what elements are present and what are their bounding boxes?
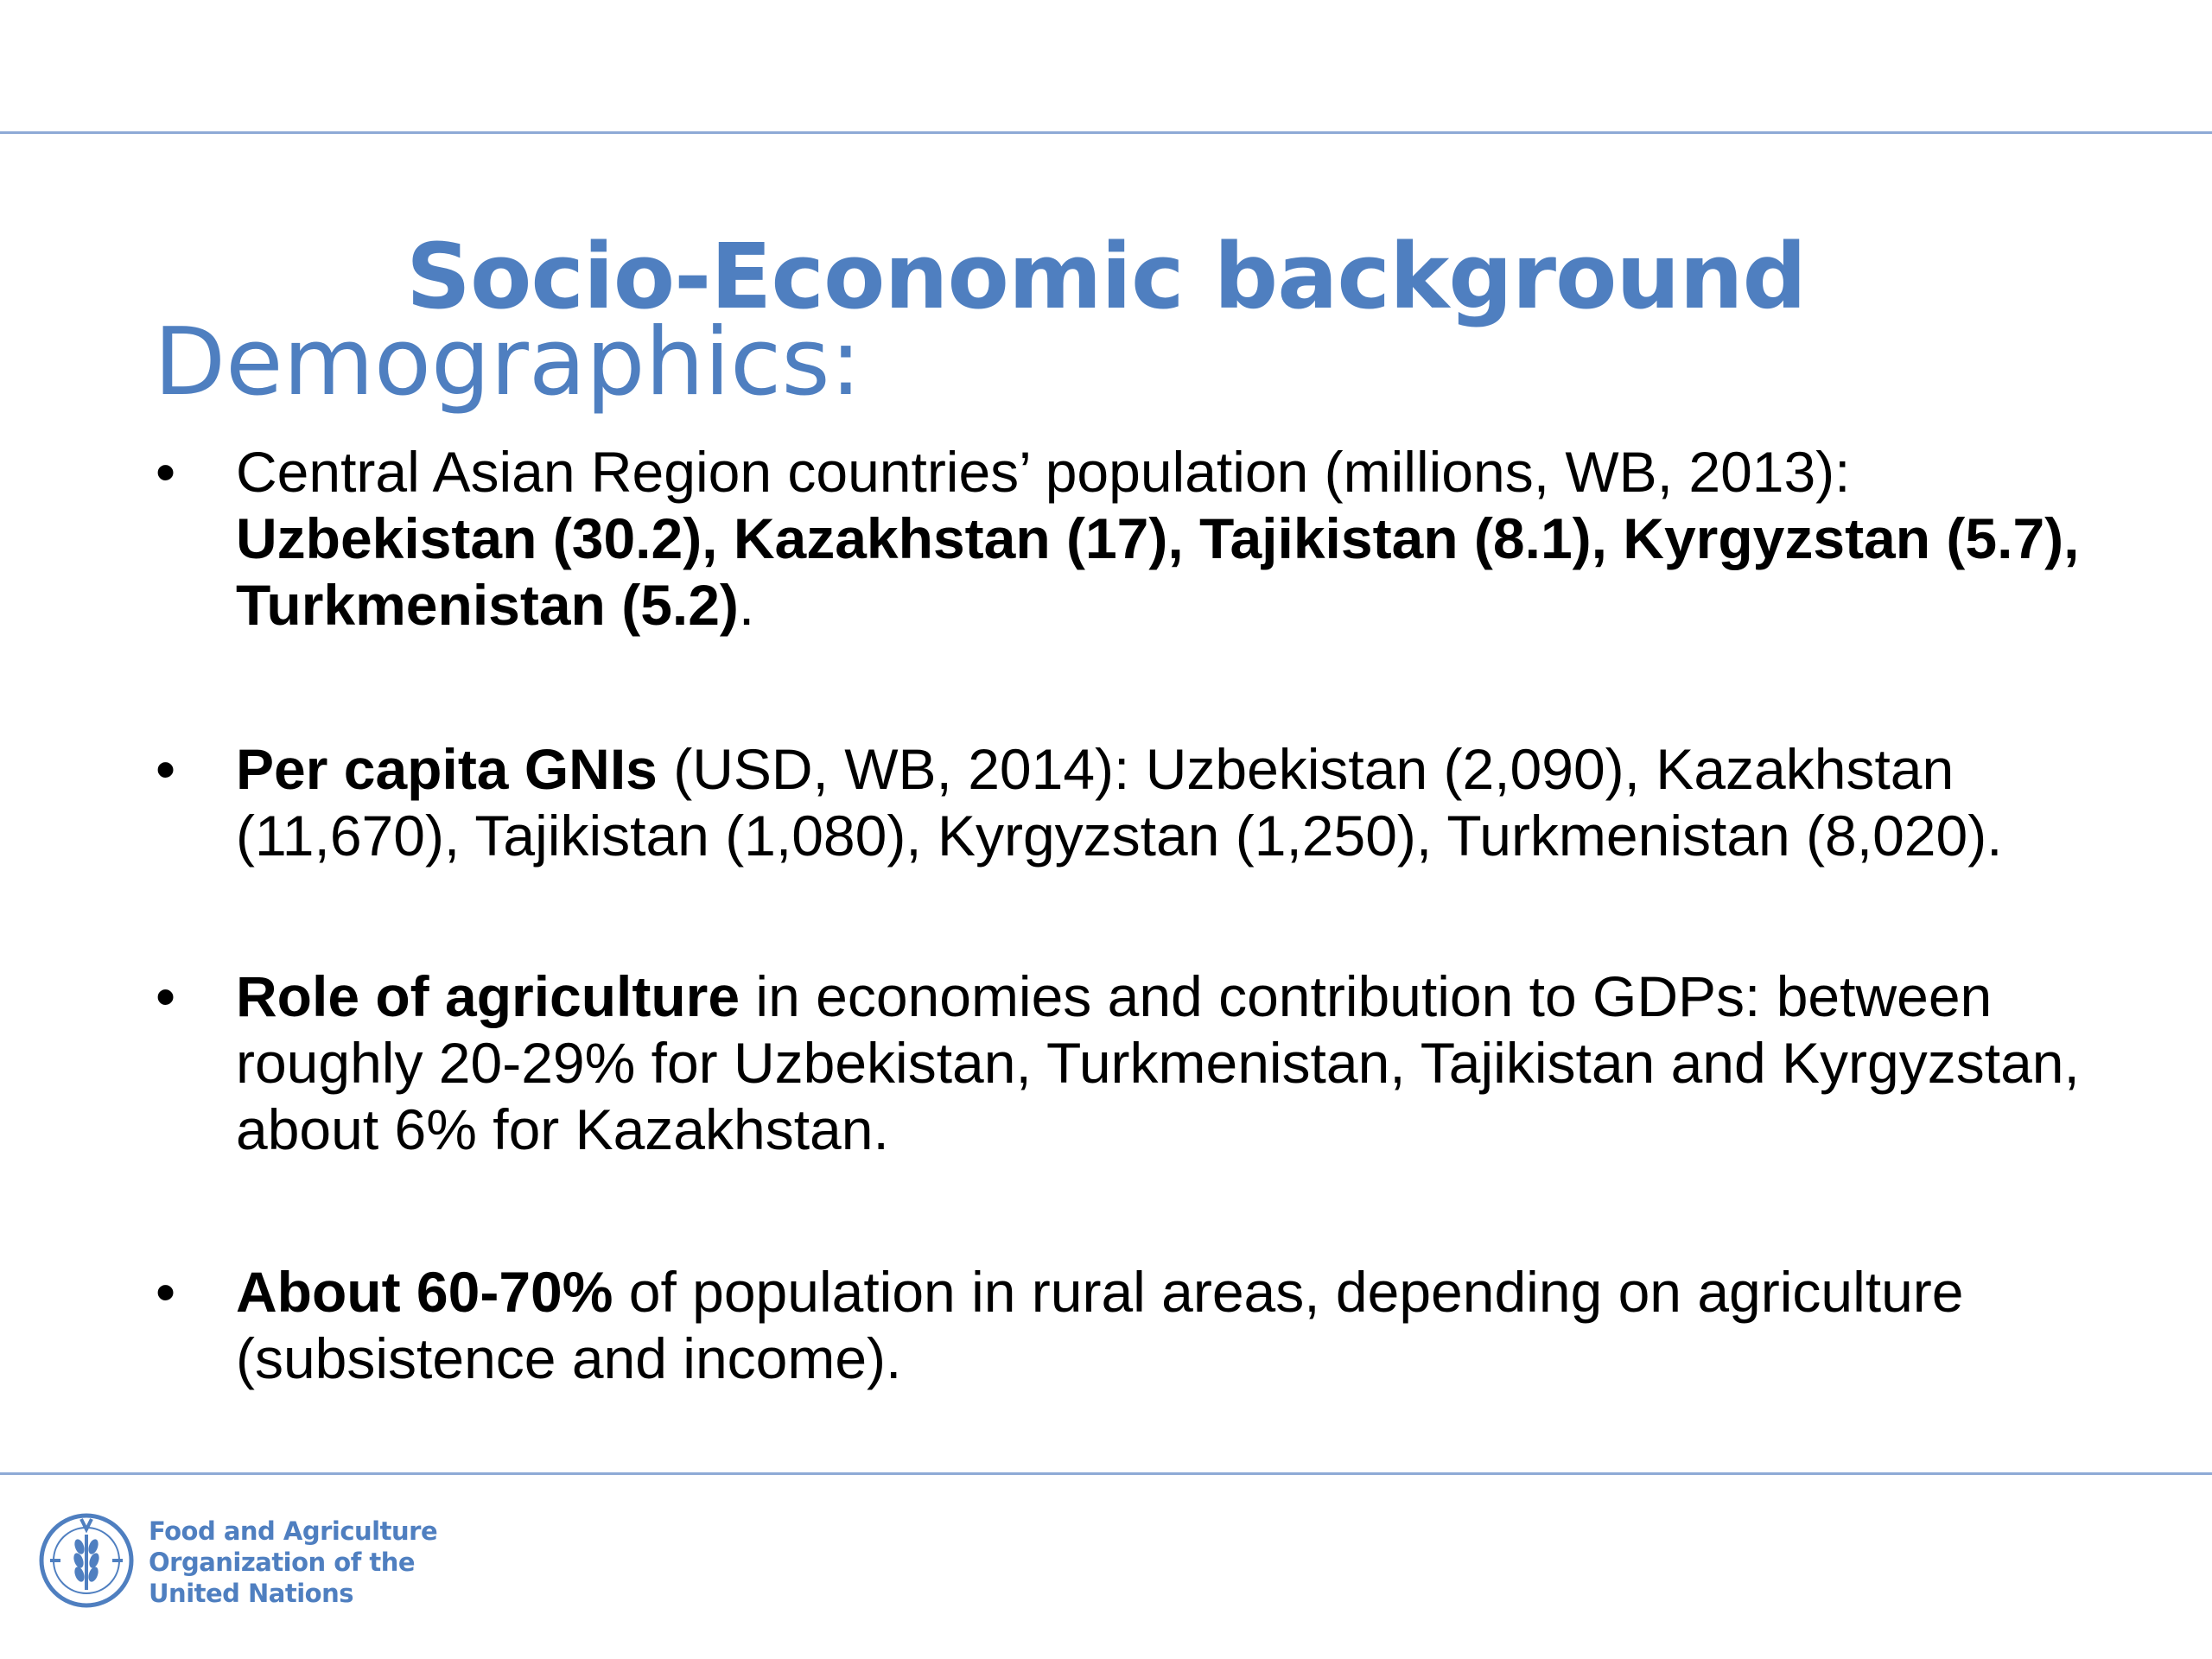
org-name [149, 1516, 437, 1609]
bullet-text: in economies and contribution to GDPs: between roughly 20-29% for Uzbekistan, Turkmenistan, Tajikistan and Kyrgyzstan, about 6% for Kazakhstan. [236, 964, 2080, 1161]
bullet-bold-text: Uzbekistan (30.2), Kazakhstan (17), Tajikistan (8.1), Kyrgyzstan (5.7), Turkmenistan (5.2) [236, 506, 2080, 637]
top-divider [0, 131, 2212, 134]
fao-emblem-icon [38, 1512, 135, 1609]
bullet-text: . [738, 573, 755, 637]
fao-logo [38, 1512, 438, 1616]
bullet-text: of population in rural areas, depending on agriculture (subsistence and income). [236, 1260, 1964, 1390]
org-name-line: United Nations [149, 1579, 353, 1608]
bullet-text: (USD, WB, 2014): Uzbekistan (2,090), Kazakhstan (11,670), Tajikistan (1,080), Kyrgyzstan (1,250), Turkmenistan (8,020). [236, 737, 2003, 868]
bullet-bold-text: Role of agriculture [236, 964, 741, 1028]
bullet-gni [236, 736, 2163, 869]
bullet-text: Central Asian Region countries’ population (millions, WB, 2013): [236, 440, 1851, 504]
bullet-bold-text: About 60-70% [236, 1260, 613, 1324]
org-name-line: Organization of the [149, 1548, 416, 1577]
slide-title: Socio-Economic background [406, 223, 1806, 329]
bullet-population [236, 439, 2163, 639]
bullet-bold-text: Per capita GNIs [236, 737, 658, 801]
bullet-agriculture [236, 963, 2163, 1163]
org-name-line: Food and Agriculture [149, 1516, 438, 1546]
bullet-rural [236, 1259, 2163, 1392]
bottom-divider [0, 1472, 2212, 1475]
section-heading: Demographics: [154, 308, 862, 416]
